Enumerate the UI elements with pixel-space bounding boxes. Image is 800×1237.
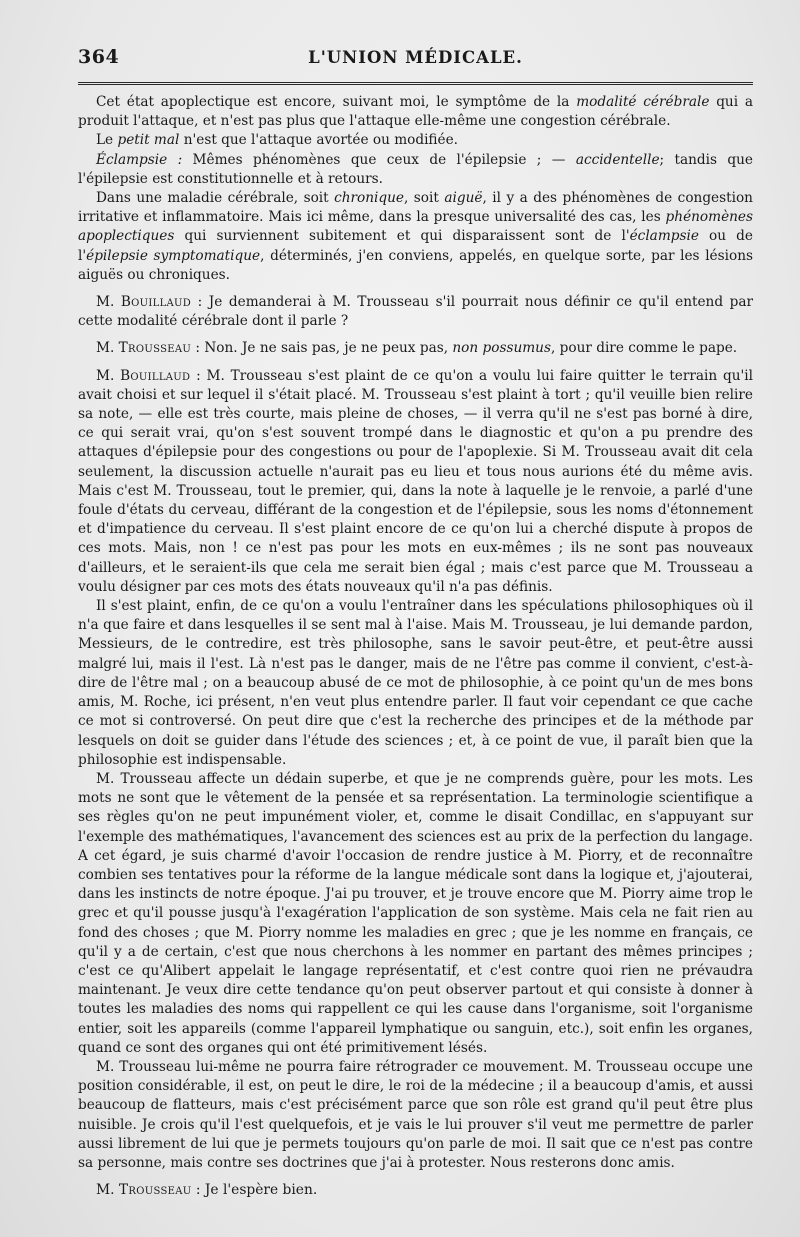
italic-text: éclampsie	[629, 228, 699, 245]
body-text	[78, 93, 753, 1173]
italic-text: non possumus	[452, 340, 551, 357]
speaker-name: Bouillaud	[120, 367, 191, 384]
italic-text: petit mal	[117, 132, 180, 149]
closing-text: : Je l'espère bien.	[191, 1182, 318, 1198]
italic-text: épilepsie symptomatique	[86, 247, 261, 264]
text-segment: , il y a des phénomènes de congestion irritative et inflammatoire. Mais ici même, dans la presque universalité des cas, les	[78, 190, 753, 226]
paragraph	[78, 151, 753, 189]
text-segment: Il s'est plaint, enfin, de ce qu'on a voulu l'entraîner dans les spéculations philosophiques où il n'a que faire et dans lesquelles il se sent mal à l'aise. Mais M. Trousseau, je lui demande pardon, Messieurs, de le contredire, est très philosophe, sans le savoir peut-être, et peut-être aussi malgré lui, mais il l'est. Là n'est pas le danger, mais de ne l'être pas comme il convient, c'est-à-dire de l'être mal ; on a beaucoup abusé de ce mot de philosophie, à ce point qu'un de mes bons amis, M. Roche, ici présent, n'en veut plus entendre parler. Il faut voir cependant ce que cache ce mot si controversé. On peut dire que c'est la recherche des principes et de la méthode par lesquels on doit se guider dans l'étude des sciences ; et, à ce point de vue, il paraît bien que la philosophie est indispensable.	[78, 598, 753, 768]
text-segment: Mêmes phénomènes que ceux de l'épilepsie ; —	[182, 151, 576, 168]
text-segment: : M. Trousseau s'est plaint de ce qu'on a voulu lui faire quitter le terrain qu'il avait choisi et sur lequel il s'était placé. M. Trousseau s'est plaint à tort ; qu'il veuille bien relire sa note, — elle est très courte, mais pleine de choses, — il verra qu'il ne s'est pas borné à dire, ce qui serait vrai, qu'on s'est souvent trompé dans le diagnostic et qu'on a pu prendre des attaques d'épilepsie pour des congestions ou pour de l'apoplexie. Si M. Trousseau avait dit cela seulement, la discussion actuelle n'aurait pas eu lieu et tous nous aurions été du même avis. Mais c'est M. Trousseau, tout le premier, qui, dans la note à laquelle je le renvoie, a parlé d'une foule d'états du cerveau, différant de la congestion et de l'épilepsie, sous les noms d'étonnement et d'impatience du cerveau. Il s'est plaint encore de ce qu'on lui a cherché dispute à propos de ces mots. Mais, non ! ce n'est pas pour les mots en eux-mêmes ; ils ne sont pas nouveaux d'ailleurs, et le seraient-ils que cela me serait bien égal ; mais c'est parce que M. Trousseau a voulu désigner par ces mots des états nouveaux qu'il n'a pas définis.	[78, 367, 753, 595]
italic-text: Éclampsie :	[96, 151, 183, 168]
text-segment: : Je demanderai à M. Trousseau s'il pourrait nous définir ce qu'il entend par cette modalité cérébrale dont il parle ?	[78, 294, 754, 330]
running-title: L'UNION MÉDICALE.	[308, 48, 523, 67]
paragraph	[78, 339, 753, 358]
italic-text: aiguë	[444, 190, 483, 207]
paragraph	[78, 597, 753, 770]
closing-speaker: Trousseau	[118, 1182, 192, 1198]
italic-text: modalité cérébrale	[576, 94, 710, 110]
closing-line	[78, 1181, 753, 1200]
text-segment: , soit	[404, 190, 445, 207]
text-segment: qui a produit l'attaque, et n'est pas plus que l'attaque elle-même une congestion cérébrale.	[78, 94, 753, 130]
text-segment: qui surviennent subitement et qui disparaissent sont de l'	[174, 228, 630, 245]
paragraph	[78, 367, 753, 597]
italic-text: accidentelle	[575, 151, 660, 168]
paragraph	[78, 1058, 753, 1173]
text-segment: Cet état apoplectique est encore, suivant moi, le symptôme de la	[96, 94, 577, 110]
text-segment: Le	[96, 132, 118, 149]
speaker-name: Trousseau	[118, 340, 192, 357]
text-segment: M. Trousseau lui-même ne pourra faire rétrograder ce mouvement. M. Trousseau occupe une position considérable, il est, on peut le dire, le roi de la médecine ; il a beaucoup d'amis, et aussi beaucoup de flatteurs, mais c'est précisément parce que son rôle est grand qu'il peut être plus nuisible. Je crois qu'il l'est quelquefois, et je vais le lui prouver s'il veut me permettre de parler aussi librement de lui que je permets toujours qu'on parle de moi. Il sait que ce n'est pas contre sa personne, mais contre ses doctrines que j'ai à protester. Nous resterons donc amis.	[78, 1058, 753, 1171]
paragraph	[78, 293, 753, 331]
text-segment: M.	[96, 294, 121, 311]
text-segment: M. Trousseau affecte un dédain superbe, et que je ne comprends guère, pour les mots. Les mots ne sont que le vêtement de la pensée et sa représentation. La terminologie scientifique a ses règles qu'on ne peut impunément violer, et, comme le disait Condillac, en s'appuyant sur l'exemple des mathématiques, l'avancement des sciences est au prix de la perfection du langage. A cet égard, je suis charmé d'avoir l'occasion de rendre justice à M. Piorry, et de reconnaître combien ses tentatives pour la réforme de la langue médicale sont dans la logique et, j'ajouterai, dans les instincts de notre époque. J'ai pu trouver, et je trouve encore que M. Piorry aime trop le grec et qu'il pousse jusqu'à l'exagération l'application de son système. Mais cela ne fait rien au fond des choses ; que M. Piorry nomme les maladies en grec ; que je les nomme en français, ce qu'il y a de certain, c'est que nous cherchons à les nommer en partant des mêmes principes ; c'est ce qu'Alibert appelait le langage représentatif, et c'est contre quoi rien ne prévaudra maintenant. Je veux dire cette tendance qu'on peut observer partout et qui consiste à donner à toutes les maladies des noms qui rappellent ce qui les cause dans l'organisme, soit l'organisme entier, soit les appareils (comme l'appareil lymphatique ou sanguin, etc.), soit enfin les organes, quand ce sont des organes qui ont été primitivement lésés.	[78, 770, 753, 1056]
speaker-name: Bouillaud	[120, 294, 192, 311]
text-segment: ou de l'	[78, 228, 753, 264]
text-segment: Dans une maladie cérébrale, soit	[96, 190, 335, 207]
text-segment: , déterminés, j'en conviens, appelés, en quelque sorte, par les lésions aiguës ou chroniques.	[78, 247, 753, 283]
paragraph	[78, 93, 753, 131]
closing-prefix: M.	[96, 1182, 119, 1198]
italic-text: phénomènes apoplectiques	[78, 209, 753, 245]
page-number: 364	[78, 46, 120, 68]
page-header	[78, 46, 753, 74]
text-segment: , pour dire comme le pape.	[550, 340, 738, 357]
paragraph	[78, 131, 753, 150]
text-segment: : Non. Je ne sais pas, je ne peux pas,	[191, 340, 453, 357]
text-segment: M.	[96, 340, 119, 357]
text-segment: ; tandis que l'épilepsie est constitutionnelle et à retours.	[78, 151, 753, 187]
italic-text: chronique	[334, 190, 404, 207]
text-segment: n'est que l'attaque avortée ou modifiée.	[179, 132, 459, 149]
paragraph	[78, 189, 753, 285]
paragraph	[78, 770, 753, 1058]
text-segment: M.	[96, 367, 121, 384]
header-rule	[78, 82, 753, 85]
